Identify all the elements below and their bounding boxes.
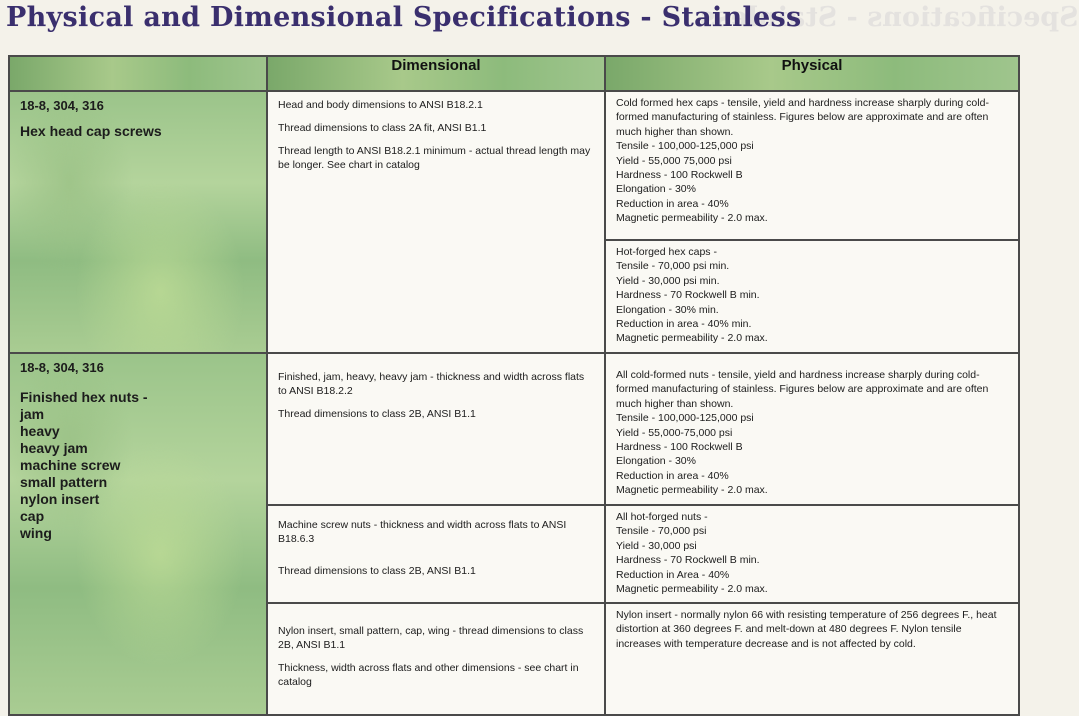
header-dimensional: Dimensional: [267, 56, 605, 91]
list-item: Magnetic permeability - 2.0 max.: [616, 484, 768, 497]
dimensional-text: Thickness, width across flats and other dimensions - see chart in catalog: [278, 662, 579, 688]
physical-lead: All cold-formed nuts - tensile, yield and hardness increase sharply during cold-formed manufacturing of stainless. Figures below are approximate and are often much higher than shown.: [616, 369, 989, 410]
table-header-row: [9, 56, 1019, 91]
dimensional-cell: [267, 353, 605, 505]
physical-cell: [605, 603, 1019, 715]
category-name: machine screw: [20, 457, 121, 473]
category-name: small pattern: [20, 474, 108, 490]
list-item: Elongation - 30% min.: [616, 303, 719, 316]
page-title: Physical and Dimensional Specifications - Stainless: [6, 2, 802, 33]
category-name: cap: [20, 508, 45, 524]
table-row: [9, 91, 1019, 240]
physical-cell: [605, 91, 1019, 240]
list-item: Yield - 30,000 psi min.: [616, 274, 720, 287]
list-item: Hardness - 100 Rockwell B: [616, 441, 743, 454]
list-item: Tensile - 70,000 psi min.: [616, 260, 730, 273]
list-item: Hardness - 100 Rockwell B: [616, 169, 743, 182]
list-item: Magnetic permeability - 2.0 max.: [616, 212, 768, 225]
category-name: wing: [20, 525, 52, 541]
list-item: Reduction in area - 40% min.: [616, 318, 752, 331]
physical-lead: Cold formed hex caps - tensile, yield and hardness increase sharply during cold-formed manufacturing of stainless. Figures below are approximate and are often much higher than shown.: [616, 97, 989, 138]
background-ghost-title: Specifications - Stainless: [700, 2, 1079, 33]
property-list: [616, 139, 1008, 225]
property-list: [616, 259, 1008, 345]
property-list: [616, 411, 1008, 497]
physical-lead: Hot-forged hex caps -: [616, 246, 717, 258]
dimensional-cell: [267, 91, 605, 353]
list-item: Tensile - 70,000 psi: [616, 525, 707, 538]
category-name: heavy jam: [20, 440, 88, 456]
list-item: Elongation - 30%: [616, 183, 696, 196]
list-item: Tensile - 100,000-125,000 psi: [616, 412, 754, 425]
property-list: [616, 524, 1008, 596]
dimensional-text: Thread length to ANSI B18.2.1 minimum - actual thread length may be longer. See chart in catalog: [278, 145, 591, 171]
dimensional-text: Head and body dimensions to ANSI B18.2.1: [278, 99, 483, 111]
dimensional-text: Thread dimensions to class 2A fit, ANSI B1.1: [278, 122, 487, 134]
dimensional-text: Finished, jam, heavy, heavy jam - thickness and width across flats to ANSI B18.2.2: [278, 371, 585, 397]
spec-table: [8, 55, 1020, 716]
category-name: jam: [20, 406, 45, 422]
dimensional-text: Thread dimensions to class 2B, ANSI B1.1: [278, 408, 476, 420]
list-item: Elongation - 30%: [616, 455, 696, 468]
list-item: Reduction in area - 40%: [616, 469, 729, 482]
category-grade: 18-8, 304, 316: [20, 98, 104, 113]
list-item: Tensile - 100,000-125,000 psi: [616, 140, 754, 153]
category-cell-hex-nuts: [9, 353, 267, 715]
list-item: Hardness - 70 Rockwell B min.: [616, 554, 760, 567]
category-name: heavy: [20, 423, 60, 439]
dimensional-cell: [267, 505, 605, 603]
list-item: Magnetic permeability - 2.0 max.: [616, 332, 768, 345]
category-name: Hex head cap screws: [20, 123, 162, 139]
list-item: Reduction in area - 40%: [616, 197, 729, 210]
list-item: Magnetic permeability - 2.0 max.: [616, 583, 768, 596]
list-item: Yield - 55,000-75,000 psi: [616, 426, 733, 439]
table-row: [9, 353, 1019, 505]
category-name: Finished hex nuts -: [20, 389, 148, 405]
header-physical: Physical: [605, 56, 1019, 91]
category-grade: 18-8, 304, 316: [20, 360, 104, 375]
dimensional-cell: [267, 603, 605, 715]
physical-cell: [605, 353, 1019, 505]
dimensional-text: Nylon insert, small pattern, cap, wing - thread dimensions to class 2B, ANSI B1.1: [278, 625, 584, 651]
list-item: Yield - 30,000 psi: [616, 539, 697, 552]
category-cell-cap-screws: [9, 91, 267, 353]
physical-lead: Nylon insert - normally nylon 66 with resisting temperature of 256 degrees F., heat distortion at 360 degrees F. and melt-down at 480 degrees F. Nylon tensile increases with temperature decrease and is not affected by cold.: [616, 609, 997, 650]
list-item: Yield - 55,000 75,000 psi: [616, 154, 732, 167]
physical-cell: [605, 240, 1019, 353]
category-name: nylon insert: [20, 491, 100, 507]
physical-lead: All hot-forged nuts -: [616, 511, 708, 523]
dimensional-text: Machine screw nuts - thickness and width across flats to ANSI B18.6.3: [278, 519, 567, 545]
header-category: [9, 56, 267, 91]
list-item: Hardness - 70 Rockwell B min.: [616, 289, 760, 302]
physical-cell: [605, 505, 1019, 603]
dimensional-text: Thread dimensions to class 2B, ANSI B1.1: [278, 565, 476, 577]
list-item: Reduction in Area - 40%: [616, 568, 730, 581]
